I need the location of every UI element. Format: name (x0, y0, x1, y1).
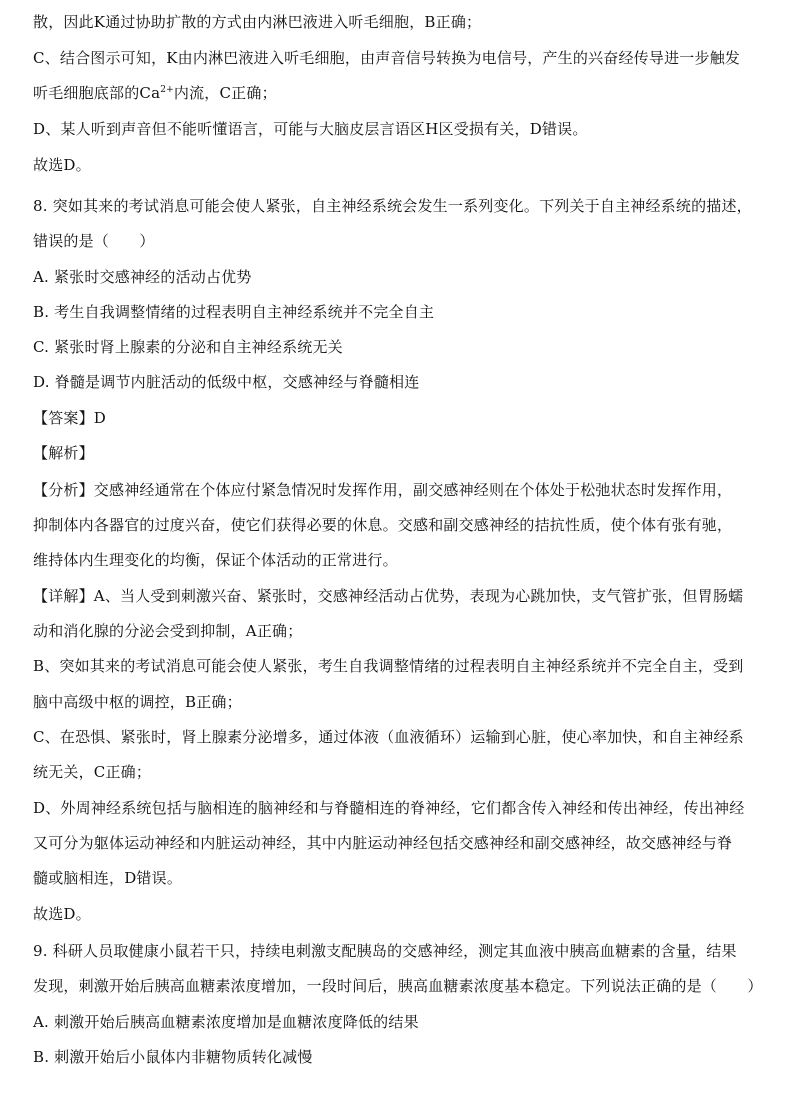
text-line: 错误的是（ ） (33, 232, 155, 250)
option-b: B. 考生自我调整情绪的过程表明自主神经系统并不完全自主 (33, 303, 435, 321)
text-line: C、结合图示可知，K由内淋巴液进入听毛细胞，由声音信号转换为电信号，产生的兴奋经传导进一步触发 (33, 49, 741, 67)
option-d: D. 脊髓是调节内脏活动的低级中枢，交感神经与脊髓相连 (33, 373, 420, 391)
text-line: D、某人听到声音但不能听懂语言，可能与大脑皮层言语区H区受损有关，D错误。 (33, 120, 588, 138)
text-line: 【分析】交感神经通常在个体应付紧急情况时发挥作用，副交感神经则在个体处于松弛状态时发挥作用， (33, 481, 733, 499)
text-line: 散，因此K通过协助扩散的方式由内淋巴液进入听毛细胞，B正确； (33, 13, 482, 31)
option-c: C. 紧张时肾上腺素的分泌和自主神经系统无关 (33, 338, 343, 356)
text-line: 统无关，C正确； (33, 763, 152, 781)
text-segment: 听毛细胞底部的Ca (33, 84, 161, 102)
text-line: 维持体内生理变化的均衡，保证个体活动的正常进行。 (33, 551, 398, 569)
text-line: D、外周神经系统包括与脑相连的脑神经和与脊髓相连的脊神经，它们都含传入神经和传出神经，传出神经 (33, 799, 745, 817)
text-line: 【详解】A、当人受到刺激兴奋、紧张时，交感神经活动占优势，表现为心跳加快，支气管扩张，但胃肠蠕 (33, 587, 744, 605)
text-line (33, 83, 776, 103)
analysis-label: 【解析】 (33, 444, 94, 462)
text-segment: 内流，C正确； (173, 84, 277, 102)
question-8-stem: 8. 突如其来的考试消息可能会使人紧张，自主神经系统会发生一系列变化。下列关于自主神经系统的描述， (33, 197, 752, 215)
superscript: 2+ (160, 85, 174, 95)
answer-label: 【答案】D (33, 409, 107, 427)
question-9-stem: 9. 科研人员取健康小鼠若干只，持续电刺激支配胰岛的交感神经，测定其血液中胰高血糖素的含量，结果 (33, 942, 737, 960)
text-line: 髓或脑相连，D错误。 (33, 869, 183, 887)
text-line: B、突如其来的考试消息可能会使人紧张，考生自我调整情绪的过程表明自主神经系统并不完全自主，受到 (33, 657, 744, 675)
text-line: 脑中高级中枢的调控，B正确； (33, 693, 242, 711)
text-line: 动和消化腺的分泌会受到抑制，A正确； (33, 622, 303, 640)
text-line: C、在恐惧、紧张时，肾上腺素分泌增多，通过体液（血液循环）运输到心脏，使心率加快，和自主神经系 (33, 728, 744, 746)
text-line: 发现，刺激开始后胰高血糖素浓度增加，一段时间后，胰高血糖素浓度基本稳定。下列说法正确的是（ ） (33, 977, 763, 995)
text-line: 故选D。 (33, 156, 91, 174)
option-a: A. 刺激开始后胰高血糖素浓度增加是血糖浓度降低的结果 (33, 1013, 419, 1031)
option-a: A. 紧张时交感神经的活动占优势 (33, 268, 252, 286)
text-line: 故选D。 (33, 905, 91, 923)
option-b: B. 刺激开始后小鼠体内非糖物质转化减慢 (33, 1048, 313, 1066)
text-line: 抑制体内各器官的过度兴奋，使它们获得必要的休息。交感和副交感神经的拮抗性质，使个体有张有驰， (33, 516, 733, 534)
text-line: 又可分为躯体运动神经和内脏运动神经，其中内脏运动神经包括交感神经和副交感神经，故交感神经与脊 (33, 834, 733, 852)
